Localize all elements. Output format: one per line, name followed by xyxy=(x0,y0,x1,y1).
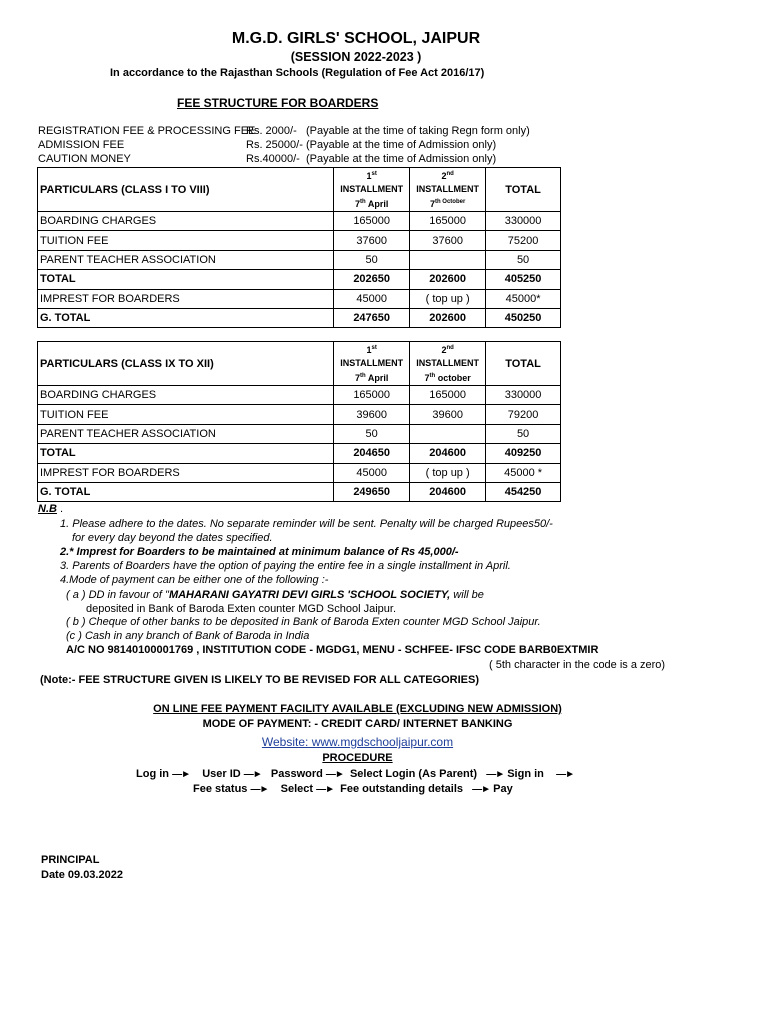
fee-note: (Payable at the time of Admission only) xyxy=(306,153,497,165)
fee-note: (Payable at the time of taking Regn form only) xyxy=(306,125,530,137)
fee-label: CAUTION MONEY xyxy=(38,153,131,165)
fee-table-class-9-12 xyxy=(37,341,561,502)
particulars-header: PARTICULARS (CLASS IX TO XII) xyxy=(38,342,334,386)
fee-amount: Rs. 25000/- xyxy=(246,139,303,151)
online-facility: ON LINE FEE PAYMENT FACILITY AVAILABLE (EXCLUDING NEW ADMISSION) xyxy=(153,703,562,715)
arrow-icon: —► xyxy=(243,769,262,780)
fee-label: REGISTRATION FEE & PROCESSING FEE xyxy=(38,125,256,137)
installment-2-header: 2nd INSTALLMENT $7^{th October}$ xyxy=(410,168,486,212)
step-select-login: Select Login (As Parent) xyxy=(349,768,478,780)
arrow-icon: —► xyxy=(172,769,190,780)
particulars-header: PARTICULARS (CLASS I TO VIII) xyxy=(38,168,334,212)
revision-note: (Note:- FEE STRUCTURE GIVEN IS LIKELY TO BE REVISED FOR ALL CATEGORIES) xyxy=(40,674,480,686)
procedure-row-2 xyxy=(193,783,513,795)
fee-table-class-1-8 xyxy=(37,167,561,328)
session: (SESSION 2022-2023 ) xyxy=(290,50,422,64)
table-row-grand-total: G. TOTAL 249650 204600 454250 xyxy=(38,482,561,501)
step-user-id: User ID xyxy=(202,768,241,780)
table-row: PARENT TEACHER ASSOCIATION 50 50 xyxy=(38,250,561,269)
table-row: BOARDING CHARGES 165000 165000 330000 xyxy=(38,212,561,231)
table-row: TUITION FEE 39600 39600 79200 xyxy=(38,405,561,424)
payment-mode: MODE OF PAYMENT: - CREDIT CARD/ INTERNET BANKING xyxy=(202,718,513,730)
date: Date 09.03.2022 xyxy=(41,869,123,881)
note-4: 4.Mode of payment can be either one of the following :- xyxy=(60,574,329,586)
procedure-row-1 xyxy=(136,768,574,780)
procedure-heading: PROCEDURE xyxy=(322,752,393,764)
fee-label: ADMISSION FEE xyxy=(38,139,125,151)
step-fee-outstanding: Fee outstanding details xyxy=(340,783,463,795)
table-row: BOARDING CHARGES 165000 165000 330000 xyxy=(38,386,561,405)
note-1: 1. Please adhere to the dates. No separate reminder will be sent. Penalty will be charged Rupees50/- xyxy=(60,518,553,530)
step-select: Select xyxy=(280,783,314,795)
note-3: 3. Parents of Boarders have the option of paying the entire fee in a single installment in April. xyxy=(60,560,511,572)
total-header: TOTAL xyxy=(486,168,561,212)
account-details: A/C NO 98140100001769 , INSTITUTION CODE - MGDG1, MENU - SCHFEE- IFSC CODE BARB0EXTMIR xyxy=(66,644,599,656)
installment-2-header: 2nd INSTALLMENT 7th october xyxy=(410,342,486,386)
step-password: Password xyxy=(270,768,323,780)
step-pay: Pay xyxy=(493,783,513,795)
step-sign-in: Sign in xyxy=(507,768,544,780)
table-row-total: TOTAL 202650 202600 405250 xyxy=(38,270,561,289)
step-fee-status: Fee status xyxy=(193,783,248,795)
ifsc-note: ( 5th character in the code is a zero) xyxy=(489,659,666,671)
arrow-icon: —► xyxy=(316,784,335,795)
note-1-cont: for every day beyond the dates specified. xyxy=(72,532,273,544)
table-row: IMPREST FOR BOARDERS 45000 ( top up ) 45000* xyxy=(38,289,561,308)
website-link[interactable]: Website: www.mgdschooljaipur.com xyxy=(261,735,454,749)
school-title: M.G.D. GIRLS' SCHOOL, JAIPUR xyxy=(231,30,481,47)
note-4b: ( b ) Cheque of other banks to be deposited in Bank of Baroda Exten counter MGD School Jaipur. xyxy=(66,616,541,628)
total-header: TOTAL xyxy=(486,342,561,386)
arrow-icon: —► xyxy=(486,769,505,780)
arrow-icon: —► xyxy=(556,769,575,780)
table-row: PARENT TEACHER ASSOCIATION 50 50 xyxy=(38,424,561,443)
note-4c: (c ) Cash in any branch of Bank of Baroda in India xyxy=(66,630,310,642)
fee-amount: Rs.40000/- xyxy=(246,153,300,165)
note-4a-cont: deposited in Bank of Baroda Exten counter MGD School Jaipur. xyxy=(86,603,397,615)
principal: PRINCIPAL xyxy=(41,854,100,866)
note-4a: ( a ) DD in favour of "MAHARANI GAYATRI DEVI GIRLS 'SCHOOL SOCIETY, will be xyxy=(66,589,484,601)
note-2: 2.* Imprest for Boarders to be maintained at minimum balance of Rs 45,000/- xyxy=(60,546,459,558)
installment-1-header: 1st INSTALLMENT 7th April xyxy=(334,168,410,212)
arrow-icon: —► xyxy=(250,784,269,795)
table-row-total: TOTAL 204650 204600 409250 xyxy=(38,444,561,463)
table-header-row xyxy=(38,168,561,212)
table-row: IMPREST FOR BOARDERS 45000 ( top up ) 45000 * xyxy=(38,463,561,482)
step-log-in: Log in xyxy=(136,768,169,780)
arrow-icon: —► xyxy=(325,769,344,780)
regulation-note: In accordance to the Rajasthan Schools (Regulation of Fee Act 2016/17) xyxy=(110,67,485,79)
table-header-row xyxy=(38,342,561,386)
installment-1-header: 1st INSTALLMENT 7th April xyxy=(334,342,410,386)
table-row-grand-total: G. TOTAL 247650 202600 450250 xyxy=(38,308,561,327)
nb-heading: N.B . xyxy=(38,503,64,515)
arrow-icon: —► xyxy=(472,784,491,795)
fee-note: (Payable at the time of Admission only) xyxy=(306,139,497,151)
table-row: TUITION FEE 37600 37600 75200 xyxy=(38,231,561,250)
fee-structure-heading: FEE STRUCTURE FOR BOARDERS xyxy=(177,96,379,110)
fee-amount: Rs. 2000/- xyxy=(246,125,297,137)
